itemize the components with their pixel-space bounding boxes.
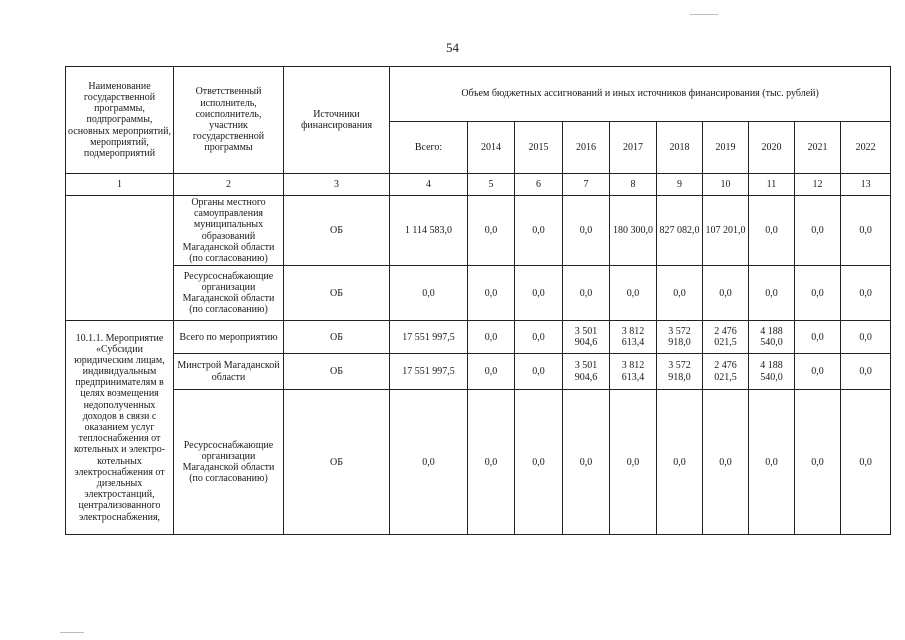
- value-cell: 0,0: [468, 354, 515, 390]
- value-cell: 0,0: [563, 266, 610, 321]
- value-cell: 0,0: [795, 354, 841, 390]
- value-cell: 0,0: [563, 196, 610, 266]
- header-year: 2016: [563, 122, 610, 174]
- value-cell: 0,0: [795, 321, 841, 354]
- header-year: 2021: [795, 122, 841, 174]
- value-cell: 2 476 021,5: [703, 354, 749, 390]
- value-cell: 0,0: [610, 266, 657, 321]
- table-row: [66, 266, 891, 321]
- program-cell-empty: [66, 196, 174, 321]
- executor-cell: Органы местного самоуправления муниципальных образований Магаданской области (по согласованию): [174, 196, 284, 266]
- page-number: 54: [446, 40, 459, 55]
- column-number: 6: [515, 174, 563, 196]
- value-cell: 180 300,0: [610, 196, 657, 266]
- value-cell: 0,0: [515, 321, 563, 354]
- column-number: 11: [749, 174, 795, 196]
- value-cell: 107 201,0: [703, 196, 749, 266]
- column-number: 10: [703, 174, 749, 196]
- column-number: 4: [390, 174, 468, 196]
- value-cell: 3 501 904,6: [563, 321, 610, 354]
- value-cell: 0,0: [468, 196, 515, 266]
- value-cell: 0,0: [515, 354, 563, 390]
- column-number: 1: [66, 174, 174, 196]
- value-cell: 3 812 613,4: [610, 354, 657, 390]
- value-cell: 3 572 918,0: [657, 354, 703, 390]
- table-row: [66, 390, 891, 535]
- value-cell: 0,0: [841, 266, 891, 321]
- source-cell: ОБ: [284, 354, 390, 390]
- value-cell: 0,0: [841, 321, 891, 354]
- value-cell: 0,0: [841, 354, 891, 390]
- value-cell: 0,0: [749, 196, 795, 266]
- header-executor: Ответственный исполнитель, соисполнитель, участник государственной программы: [174, 67, 284, 174]
- total-cell: 0,0: [390, 390, 468, 535]
- value-cell: 0,0: [703, 390, 749, 535]
- value-cell: 0,0: [703, 266, 749, 321]
- column-number: 9: [657, 174, 703, 196]
- value-cell: 0,0: [841, 390, 891, 535]
- total-cell: 0,0: [390, 266, 468, 321]
- value-cell: 0,0: [468, 266, 515, 321]
- header-total: Всего:: [390, 122, 468, 174]
- header-year: 2019: [703, 122, 749, 174]
- value-cell: 0,0: [610, 390, 657, 535]
- program-name-cell: 10.1.1. Мероприятие «Субсидии юридическим лицам, индивидуальным предпринимателям в целях возмещения недополученных доходов в связи с оказанием услуг теплоснабжения от котельных и электро-котельных электроснабжения от дизельных электростанций, централизованного электроснабжения,: [66, 321, 174, 535]
- value-cell: 0,0: [515, 266, 563, 321]
- executor-cell: Минстрой Магаданской области: [174, 354, 284, 390]
- column-number: 5: [468, 174, 515, 196]
- header-year: 2018: [657, 122, 703, 174]
- source-cell: ОБ: [284, 321, 390, 354]
- value-cell: 4 188 540,0: [749, 321, 795, 354]
- value-cell: 0,0: [657, 390, 703, 535]
- header-source: Источники финансирования: [284, 67, 390, 174]
- total-cell: 1 114 583,0: [390, 196, 468, 266]
- scan-speck: [690, 14, 718, 15]
- value-cell: 2 476 021,5: [703, 321, 749, 354]
- column-number-row: [66, 174, 891, 196]
- header-year: 2022: [841, 122, 891, 174]
- total-cell: 17 551 997,5: [390, 354, 468, 390]
- column-number: 8: [610, 174, 657, 196]
- value-cell: 0,0: [468, 321, 515, 354]
- header-row: [66, 67, 891, 122]
- value-cell: 3 812 613,4: [610, 321, 657, 354]
- column-number: 13: [841, 174, 891, 196]
- value-cell: 0,0: [795, 266, 841, 321]
- value-cell: 0,0: [563, 390, 610, 535]
- value-cell: 0,0: [795, 196, 841, 266]
- value-cell: 0,0: [515, 390, 563, 535]
- executor-cell: Ресурсоснабжающие организации Магаданской области (по согласованию): [174, 266, 284, 321]
- total-cell: 17 551 997,5: [390, 321, 468, 354]
- table-row: [66, 354, 891, 390]
- executor-cell: Всего по мероприятию: [174, 321, 284, 354]
- header-program: Наименование государственной программы, подпрограммы, основных мероприятий, мероприятий, подмероприятий: [66, 67, 174, 174]
- column-number: 3: [284, 174, 390, 196]
- budget-table: [65, 66, 891, 535]
- header-volume: Объем бюджетных ассигнований и иных источников финансирования (тыс. рублей): [390, 67, 891, 122]
- value-cell: 3 501 904,6: [563, 354, 610, 390]
- value-cell: 0,0: [749, 390, 795, 535]
- header-year: 2015: [515, 122, 563, 174]
- source-cell: ОБ: [284, 390, 390, 535]
- value-cell: 0,0: [795, 390, 841, 535]
- source-cell: ОБ: [284, 266, 390, 321]
- value-cell: 0,0: [841, 196, 891, 266]
- table-row: [66, 196, 891, 266]
- value-cell: 3 572 918,0: [657, 321, 703, 354]
- value-cell: 827 082,0: [657, 196, 703, 266]
- value-cell: 4 188 540,0: [749, 354, 795, 390]
- header-year: 2017: [610, 122, 657, 174]
- column-number: 12: [795, 174, 841, 196]
- executor-cell: Ресурсоснабжающие организации Магаданской области (по согласованию): [174, 390, 284, 535]
- column-number: 2: [174, 174, 284, 196]
- value-cell: 0,0: [657, 266, 703, 321]
- column-number: 7: [563, 174, 610, 196]
- value-cell: 0,0: [468, 390, 515, 535]
- value-cell: 0,0: [515, 196, 563, 266]
- header-year: 2014: [468, 122, 515, 174]
- source-cell: ОБ: [284, 196, 390, 266]
- table-row: [66, 321, 891, 354]
- header-year: 2020: [749, 122, 795, 174]
- scan-speck: [60, 632, 84, 633]
- value-cell: 0,0: [749, 266, 795, 321]
